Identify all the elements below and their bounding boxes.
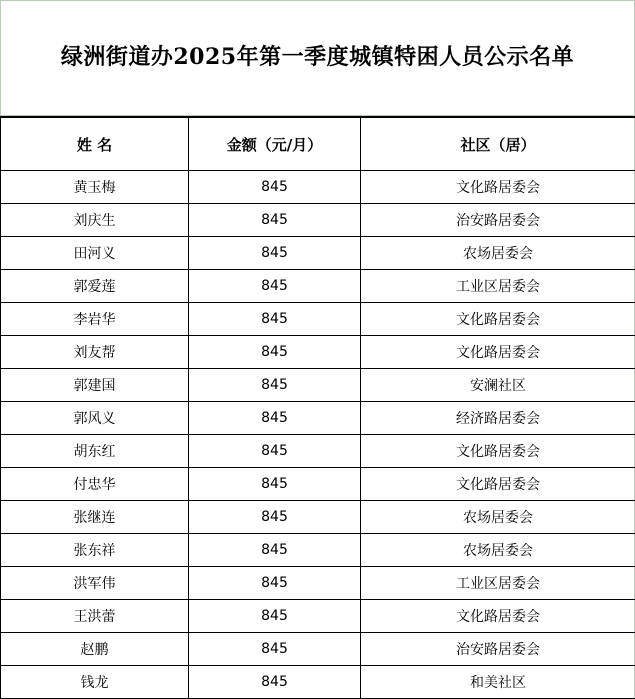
cell-name: 胡东红 <box>1 435 189 468</box>
table-body <box>1 171 635 699</box>
table-row <box>1 633 635 666</box>
cell-amount: 845 <box>189 303 361 336</box>
table-row <box>1 435 635 468</box>
table-row <box>1 402 635 435</box>
cell-name: 黄玉梅 <box>1 171 189 204</box>
recipient-table <box>0 116 635 699</box>
cell-name: 王洪蕾 <box>1 600 189 633</box>
cell-name: 张继连 <box>1 501 189 534</box>
cell-name: 刘庆生 <box>1 204 189 237</box>
table-row <box>1 666 635 699</box>
cell-community: 和美社区 <box>361 666 635 699</box>
cell-amount: 845 <box>189 501 361 534</box>
cell-amount: 845 <box>189 204 361 237</box>
header-name: 姓 名 <box>1 117 189 171</box>
cell-community: 安澜社区 <box>361 369 635 402</box>
cell-amount: 845 <box>189 369 361 402</box>
cell-name: 钱龙 <box>1 666 189 699</box>
cell-community: 经济路居委会 <box>361 402 635 435</box>
cell-community: 文化路居委会 <box>361 303 635 336</box>
header-community: 社区（居） <box>361 117 635 171</box>
cell-name: 张东祥 <box>1 534 189 567</box>
table-row <box>1 468 635 501</box>
cell-community: 工业区居委会 <box>361 567 635 600</box>
cell-name: 洪军伟 <box>1 567 189 600</box>
cell-amount: 845 <box>189 402 361 435</box>
table-header-row <box>1 117 635 171</box>
cell-amount: 845 <box>189 270 361 303</box>
cell-community: 文化路居委会 <box>361 435 635 468</box>
table-row <box>1 303 635 336</box>
cell-amount: 845 <box>189 336 361 369</box>
cell-name: 刘友帮 <box>1 336 189 369</box>
cell-community: 文化路居委会 <box>361 600 635 633</box>
cell-amount: 845 <box>189 468 361 501</box>
table-row <box>1 567 635 600</box>
table-row <box>1 171 635 204</box>
header-amount: 金额（元/月） <box>189 117 361 171</box>
cell-name: 郭爱莲 <box>1 270 189 303</box>
cell-name: 赵鹏 <box>1 633 189 666</box>
title-band <box>1 1 634 116</box>
table-row <box>1 237 635 270</box>
cell-name: 郭风义 <box>1 402 189 435</box>
cell-community: 农场居委会 <box>361 501 635 534</box>
cell-amount: 845 <box>189 171 361 204</box>
cell-amount: 845 <box>189 237 361 270</box>
table-row <box>1 369 635 402</box>
table-row <box>1 204 635 237</box>
table-row <box>1 501 635 534</box>
cell-name: 付忠华 <box>1 468 189 501</box>
cell-name: 李岩华 <box>1 303 189 336</box>
cell-amount: 845 <box>189 600 361 633</box>
table-row <box>1 270 635 303</box>
cell-community: 治安路居委会 <box>361 204 635 237</box>
cell-community: 农场居委会 <box>361 534 635 567</box>
cell-community: 治安路居委会 <box>361 633 635 666</box>
cell-name: 郭建国 <box>1 369 189 402</box>
table-row <box>1 336 635 369</box>
cell-community: 工业区居委会 <box>361 270 635 303</box>
cell-amount: 845 <box>189 567 361 600</box>
table-row <box>1 600 635 633</box>
cell-amount: 845 <box>189 435 361 468</box>
table-row <box>1 534 635 567</box>
cell-name: 田河义 <box>1 237 189 270</box>
cell-community: 文化路居委会 <box>361 336 635 369</box>
cell-community: 文化路居委会 <box>361 468 635 501</box>
cell-community: 农场居委会 <box>361 237 635 270</box>
page-title: 绿洲街道办2025年第一季度城镇特困人员公示名单 <box>60 43 575 70</box>
cell-amount: 845 <box>189 633 361 666</box>
cell-amount: 845 <box>189 666 361 699</box>
cell-amount: 845 <box>189 534 361 567</box>
cell-community: 文化路居委会 <box>361 171 635 204</box>
